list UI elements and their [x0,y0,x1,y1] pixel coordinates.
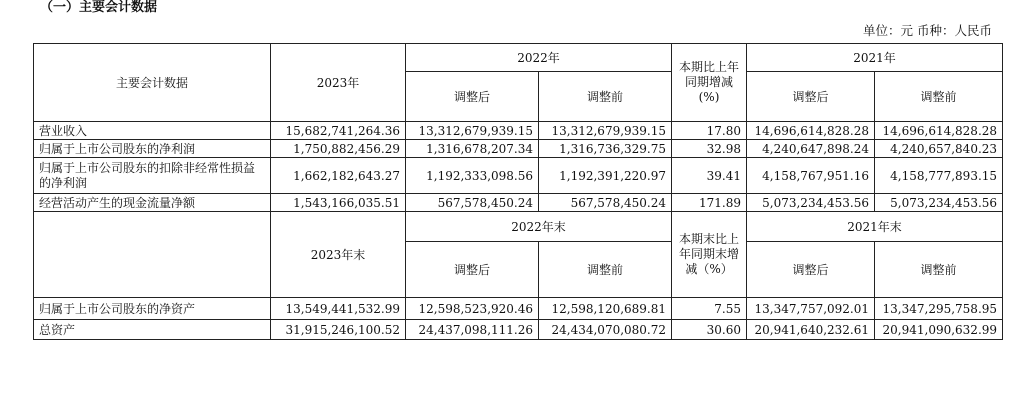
cell-value: 4,158,767,951.16 [747,158,875,194]
cell-value: 15,682,741,264.36 [271,122,406,140]
header-2021-after: 调整后 [747,72,875,122]
cell-value: 7.55 [672,298,747,320]
header-2021-end: 2021年末 [747,212,1003,242]
row-label: 营业收入 [34,122,271,140]
header-2021-end-before: 调整前 [875,242,1003,298]
cell-value: 1,192,391,220.97 [539,158,672,194]
cell-value: 4,240,657,840.23 [875,140,1003,158]
cell-value: 1,192,333,098.56 [406,158,539,194]
table-row [34,194,1003,212]
cell-value: 24,437,098,111.26 [406,320,539,340]
table-row [34,320,1003,340]
header-2023-end: 2023年末 [271,212,406,298]
row-label: 经营活动产生的现金流量净额 [34,194,271,212]
header-2022-after: 调整后 [406,72,539,122]
header-item: 主要会计数据 [34,44,271,122]
cell-value: 13,347,757,092.01 [747,298,875,320]
header-2022-end-before: 调整前 [539,242,672,298]
cell-value: 13,312,679,939.15 [406,122,539,140]
cell-value: 32.98 [672,140,747,158]
cell-value: 20,941,640,232.61 [747,320,875,340]
header-2022-end: 2022年末 [406,212,672,242]
cell-value: 24,434,070,080.72 [539,320,672,340]
cell-value: 17.80 [672,122,747,140]
header-row-years-end [34,212,1003,242]
header-2023: 2023年 [271,44,406,122]
cell-value: 567,578,450.24 [539,194,672,212]
table-row [34,140,1003,158]
cell-value: 1,316,736,329.75 [539,140,672,158]
row-label: 总资产 [34,320,271,340]
cell-value: 14,696,614,828.28 [747,122,875,140]
header-change-end: 本期末比上年同期末增减（%） [672,212,747,298]
header-2022-before: 调整前 [539,72,672,122]
cell-value: 12,598,120,689.81 [539,298,672,320]
key-accounting-data-table [33,43,1003,340]
cell-value: 30.60 [672,320,747,340]
cell-value: 1,543,166,035.51 [271,194,406,212]
cell-value: 4,158,777,893.15 [875,158,1003,194]
row-label: 归属于上市公司股东的扣除非经常性损益的净利润 [34,158,271,194]
header-2021: 2021年 [747,44,1003,72]
cell-value: 1,750,882,456.29 [271,140,406,158]
header-2022-end-after: 调整后 [406,242,539,298]
cell-value: 171.89 [672,194,747,212]
cell-value: 567,578,450.24 [406,194,539,212]
cell-value: 31,915,246,100.52 [271,320,406,340]
table-row [34,158,1003,194]
header-change: 本期比上年同期增减(%) [672,44,747,122]
table-row [34,298,1003,320]
row-label: 归属于上市公司股东的净利润 [34,140,271,158]
row-label: 归属于上市公司股东的净资产 [34,298,271,320]
header-blank [34,212,271,298]
header-2021-before: 调整前 [875,72,1003,122]
cell-value: 13,312,679,939.15 [539,122,672,140]
cell-value: 13,347,295,758.95 [875,298,1003,320]
section-heading: （一）主要会计数据 [40,0,158,15]
header-row-years [34,44,1003,72]
unit-currency-note: 单位：元 币种：人民币 [863,23,992,38]
cell-value: 5,073,234,453.56 [875,194,1003,212]
cell-value: 4,240,647,898.24 [747,140,875,158]
cell-value: 20,941,090,632.99 [875,320,1003,340]
cell-value: 1,316,678,207.34 [406,140,539,158]
cell-value: 1,662,182,643.27 [271,158,406,194]
cell-value: 13,549,441,532.99 [271,298,406,320]
cell-value: 5,073,234,453.56 [747,194,875,212]
cell-value: 39.41 [672,158,747,194]
table-row [34,122,1003,140]
cell-value: 14,696,614,828.28 [875,122,1003,140]
header-2022: 2022年 [406,44,672,72]
cell-value: 12,598,523,920.46 [406,298,539,320]
header-2021-end-after: 调整后 [747,242,875,298]
